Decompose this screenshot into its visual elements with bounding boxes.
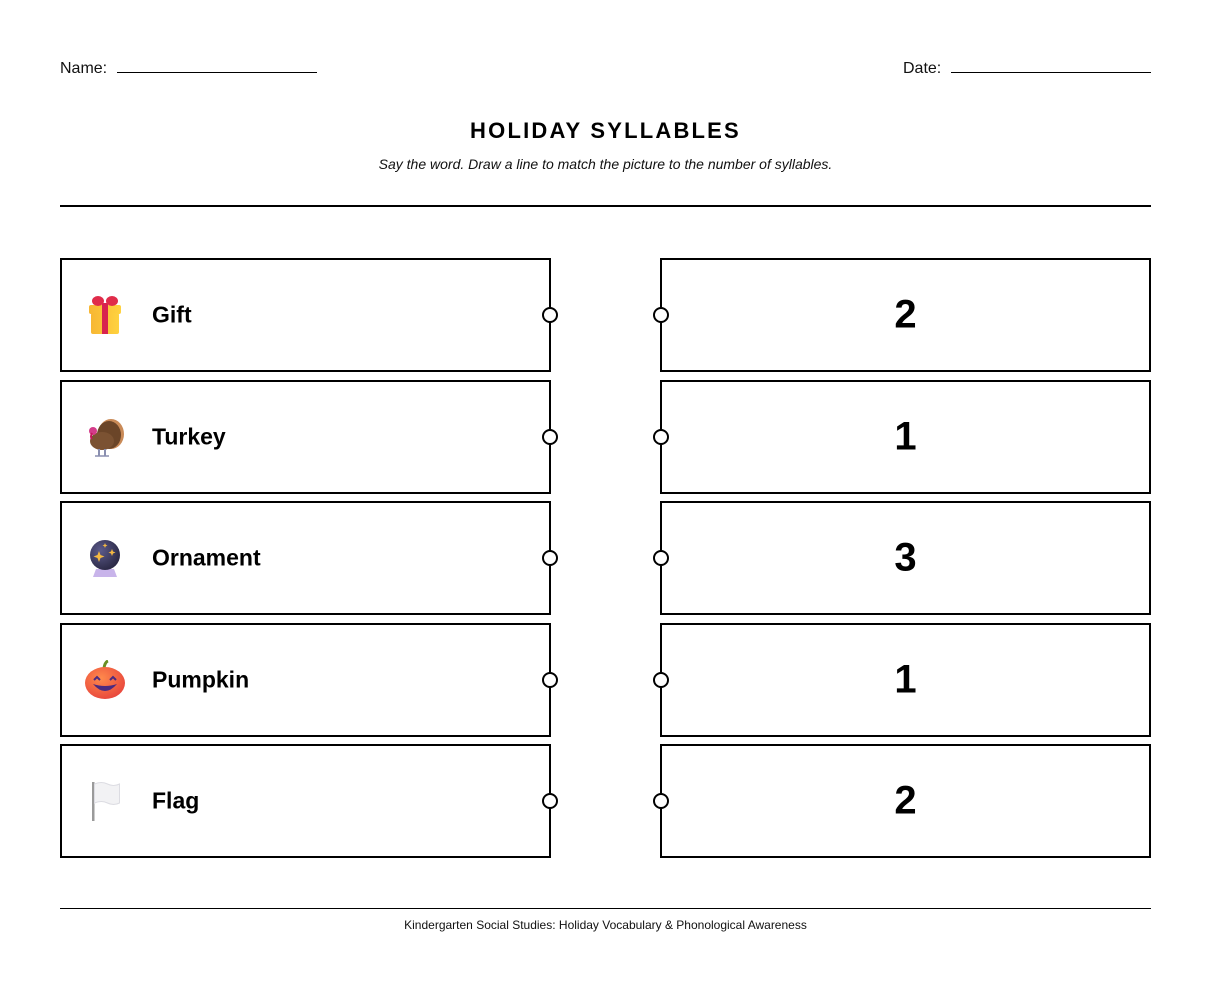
number-card <box>660 623 1151 737</box>
word-label: Turkey <box>152 423 226 450</box>
word-label: Ornament <box>152 544 261 571</box>
footer-text: Kindergarten Social Studies: Holiday Vocabulary & Phonological Awareness <box>404 918 807 932</box>
number-card <box>660 744 1151 858</box>
match-dot-left[interactable] <box>542 672 558 688</box>
word-card-gift <box>60 258 551 372</box>
header-divider <box>60 205 1151 207</box>
number-card <box>660 501 1151 615</box>
flag-icon <box>84 780 126 822</box>
match-dot-left[interactable] <box>542 550 558 566</box>
word-label: Flag <box>152 787 200 814</box>
match-dot-left[interactable] <box>542 307 558 323</box>
worksheet-title: HOLIDAY SYLLABLES <box>470 118 741 143</box>
instructions: Say the word. Draw a line to match the picture to the number of syllables. <box>378 156 833 172</box>
gift-icon <box>84 294 126 336</box>
word-label: Pumpkin <box>152 666 250 693</box>
word-card-ornament <box>60 501 551 615</box>
turkey-icon <box>84 416 126 458</box>
word-card-pumpkin <box>60 623 551 737</box>
word-card-flag <box>60 744 551 858</box>
number-card <box>660 258 1151 372</box>
word-card-turkey <box>60 380 551 494</box>
syllable-number: 1 <box>894 414 917 459</box>
name-write-line[interactable] <box>117 72 317 73</box>
ornament-icon <box>84 537 126 579</box>
syllable-number: 2 <box>894 292 917 337</box>
number-card <box>660 380 1151 494</box>
pumpkin-icon <box>84 659 126 701</box>
syllable-number: 3 <box>894 535 917 580</box>
name-label: Name: <box>60 60 108 77</box>
match-dot-left[interactable] <box>542 429 558 445</box>
syllable-number: 1 <box>894 657 917 702</box>
date-write-line[interactable] <box>951 72 1151 73</box>
footer-divider <box>60 908 1151 909</box>
match-dot-left[interactable] <box>542 793 558 809</box>
syllable-number: 2 <box>894 778 917 823</box>
date-label: Date: <box>903 60 942 77</box>
word-label: Gift <box>152 301 192 328</box>
